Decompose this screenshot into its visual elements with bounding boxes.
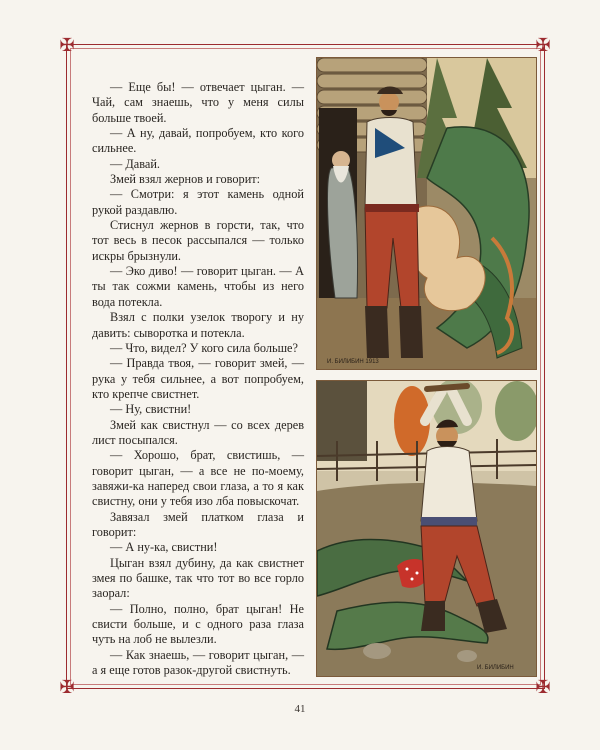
paragraph: Змей как свистнул — со всех дерев лист посыпался.: [92, 417, 304, 447]
paragraph: — Полно, полно, брат цыган! Не свисти больше, и с одного раза глаза чуть на лоб не вылезли.: [92, 601, 304, 647]
illustration-gypsy-strikes-dragon: [316, 380, 537, 677]
illustration-gypsy-and-dragon: [316, 57, 537, 370]
page-number: 41: [294, 703, 306, 715]
paragraph: — Смотри: я этот камень одной рукой раздавлю.: [92, 187, 304, 217]
paragraph: — А ну-ка, свистни!: [110, 540, 218, 555]
paragraph: — Ну, свистни!: [110, 402, 192, 417]
illustration-signature: И. БИЛИБИН: [477, 665, 514, 671]
corner-ornament-icon: ✠: [59, 35, 75, 55]
paragraph: — Хорошо, брат, свистишь, — говорит цыган, — а все не по-моему, завяжи-ка наперед свои глаза, а то я как свистну, они у тебя изо лба повыскочат.: [92, 448, 304, 509]
paragraph: Цыган взял дубину, да как свистнет змея по башке, так что тот во все горло заорал:: [92, 555, 304, 601]
paragraph: — Как знаешь, — говорит цыган, — а я еще готов разок-другой свистнуть.: [92, 647, 304, 678]
paragraph: — Что, видел? У кого сила больше?: [110, 340, 298, 355]
paragraph: Взял с полки узелок творогу и ну давить: сыворотка и потекла.: [92, 310, 304, 340]
corner-ornament-icon: ✠: [535, 677, 551, 697]
paragraph: — Давай.: [110, 156, 160, 171]
paragraph: Змей взял жернов и говорит:: [110, 172, 261, 187]
illustration-signature: И. БИЛИБИН 1913: [327, 359, 379, 365]
corner-ornament-icon: ✠: [535, 35, 551, 55]
paragraph: — Эко диво! — говорит цыган. — А ты так сожми камень, чтобы из него вода потекла.: [92, 264, 304, 309]
paragraph: Стиснул жернов в горсти, так, что тот весь в песок рассыпался — только искры брызнули.: [92, 218, 304, 263]
paragraph: Завязал змей платком глаза и говорит:: [92, 509, 304, 539]
paragraph: — Еще бы! — отвечает цыган. — Чай, сам знаешь, что у меня силы больше твоей.: [92, 80, 304, 125]
story-text-column: [92, 80, 304, 678]
corner-ornament-icon: ✠: [59, 677, 75, 697]
paragraph: — Правда твоя, — говорит змей, — рука у тебя сильнее, а вот попробуем, кто крепче свистнет.: [92, 356, 304, 401]
paragraph: — А ну, давай, попробуем, кто кого сильнее.: [92, 126, 304, 156]
